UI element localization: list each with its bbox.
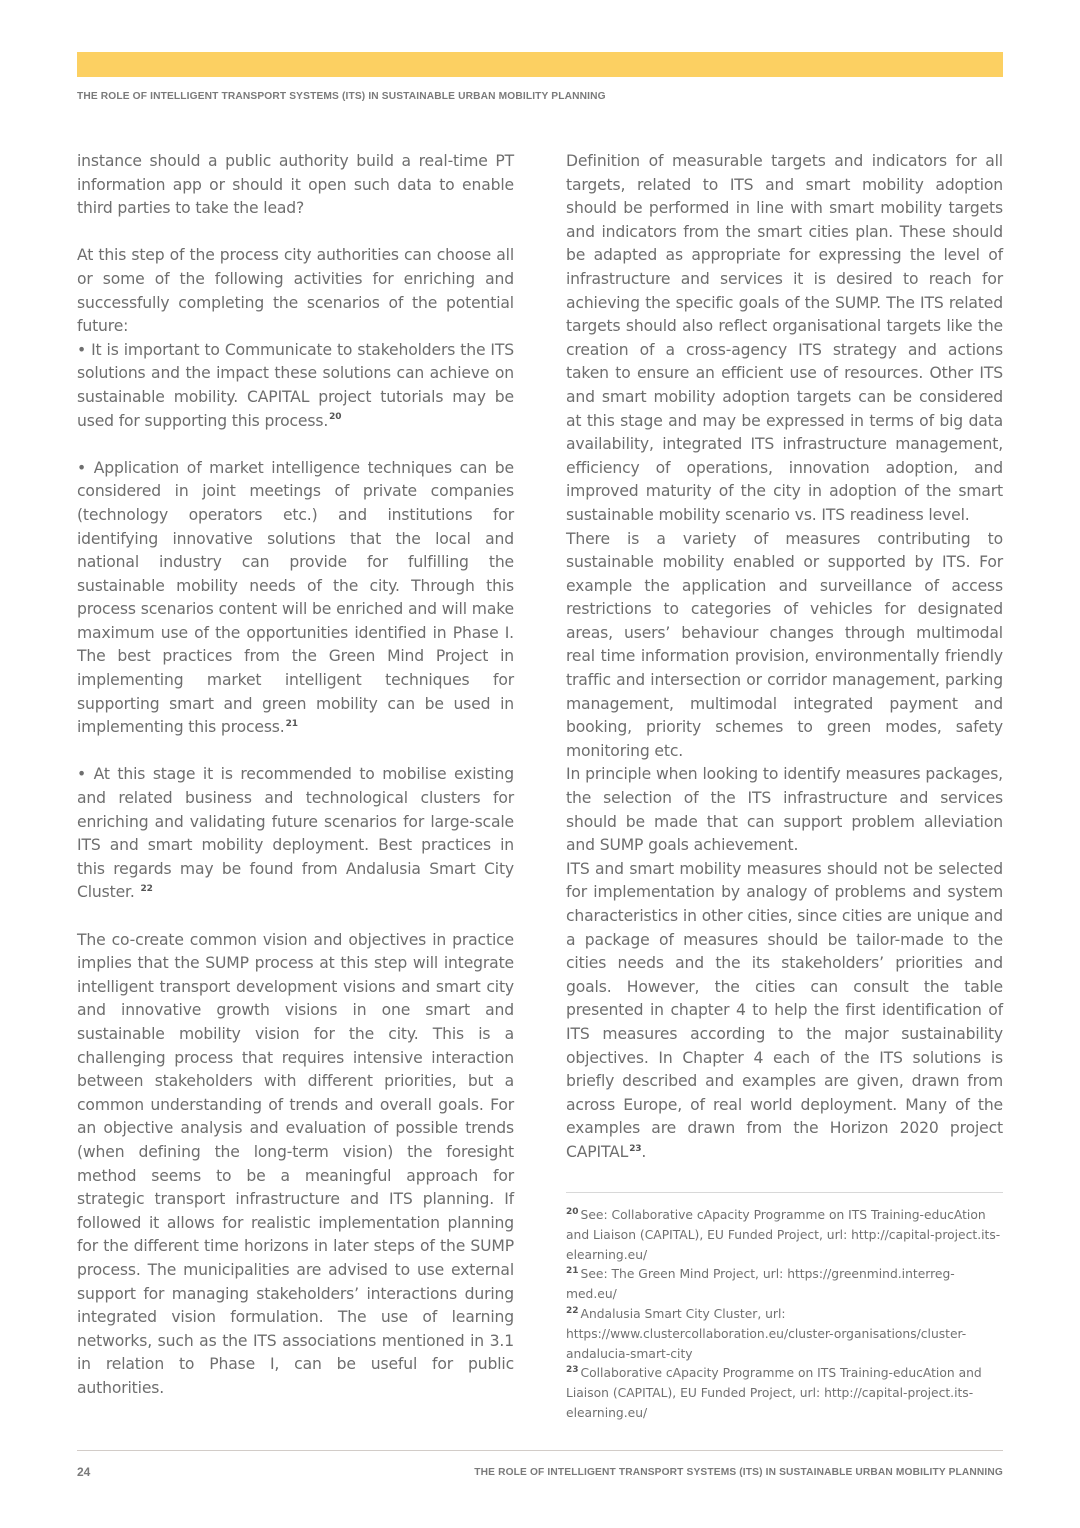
footnote-divider <box>566 1192 1003 1193</box>
right-column <box>566 150 1003 1165</box>
left-column <box>77 150 514 1400</box>
paragraph: instance should a public authority build a real-time PT information app or should it open such data to enable third parties to take the lead? <box>77 152 514 218</box>
paragraph: There is a variety of measures contributing to sustainable mobility enabled or supported by ITS. For example the application and surveillance of access restrictions to categories of vehicles for designated areas, users’ behaviour changes through multimodal real time information provision, environmentally friendly traffic and intersection or corridor management, parking management, multimodal integrated payment and booking, priority schemes to green modes, safety monitoring etc. <box>566 529 1003 760</box>
paragraph: The co-create common vision and objectives in practice implies that the SUMP process at this step will integrate intelligent transport development visions and smart city and innovative growth visions in one smart and sustainable mobility vision for the city. This is a challenging process that requires intensive interaction between stakeholders with different priorities, but a common understanding of trends and overall goals. For an objective analysis and evaluation of possible trends (when defining the long-term vision) the foresight method seems to be a meaningful approach for strategic transport infrastructure and ITS planning. If followed it allows for realistic implementation planning for the different time horizons in later steps of the SUMP process. The municipalities are advised to use external support for managing stakeholders’ interactions during integrated vision formulation. The use of learning networks, such as the ITS associations mentioned in 3.1 in relation to Phase I, can be useful for public authorities. <box>77 930 514 1397</box>
paragraph: Definition of measurable targets and indicators for all targets, related to ITS and smart mobility adoption should be performed in line with smart mobility targets and indicators from the smart cities plan. These should be adapted as appropriate for expressing the level of infrastructure and services it is desired to reach for achieving the specific goals of the SUMP. The ITS related targets should also reflect organisational targets like the creation of a cross-agency ITS strategy and actions taken to ensure an efficient use of resources. Other ITS and smart mobility adoption targets can be considered at this stage and may be expressed in terms of big data availability, integrated ITS infrastructure management, efficiency of operations, innovation adoption, and improved maturity of the city in adoption of the smart sustainable mobility scenario vs. ITS readiness level. <box>566 152 1003 524</box>
footnote-22: $^{22}$ Andalusia Smart City Cluster, url: https://www.clustercollaboration.eu/cluster-organisations/cluster-andalucia-smart-city <box>566 1305 967 1361</box>
paragraph: At this step of the process city authorities can choose all or some of the following activities for enriching and successfully completing the scenarios of the potential future: <box>77 246 514 336</box>
footnote-21: $^{21}$ See: The Green Mind Project, url: https://greenmind.interreg-med.eu/ <box>566 1266 955 1302</box>
footnote-23: $^{23}$ Collaborative cApacity Programme on ITS Training-educAtion and Liaison (CAPITAL), EU Funded Project, url: http://capital-project.its-elearning.eu/ <box>566 1365 982 1420</box>
footnote-ref-21[interactable]: 21 <box>285 719 298 730</box>
paragraph: ITS and smart mobility measures should not be selected for implementation by analogy of problems and system characteristics in other cities, since cities are unique and a package of measures should be tailor-made to the cities needs and the its stakeholders’ priorities and goals. However, the cities can consult the table presented in chapter 4 to help the first identification of ITS measures according to the major sustainability objectives. In Chapter 4 each of the ITS solutions is briefly described and examples are given, drawn from across Europe, of real world deployment. Many of the examples are drawn from the Horizon 2020 project CAPITAL$^{23}$. <box>566 859 1003 1161</box>
footer-divider <box>77 1450 1003 1451</box>
running-header-title: THE ROLE OF INTELLIGENT TRANSPORT SYSTEMS (ITS) IN SUSTAINABLE URBAN MOBILITY PLANNING <box>77 91 606 102</box>
bullet-item: • Application of market intelligence techniques can be considered in joint meetings of private companies (technology operators etc.) and institutions for identifying innovative solutions that the local and national industry can provide for fulfilling the sustainable mobility needs of the city. Through this process scenarios content will be enriched and will make maximum use of the opportunities identified in Phase I. The best practices from the Green Mind Project in implementing market intelligent techniques for supporting smart and green mobility can be used in implementing this process.$^{21}$ <box>77 458 514 737</box>
running-footer-title: THE ROLE OF INTELLIGENT TRANSPORT SYSTEMS (ITS) IN SUSTAINABLE URBAN MOBILITY PLANNING <box>474 1467 1003 1478</box>
footnote-20: $^{20}$ See: Collaborative cApacity Programme on ITS Training-educAtion and Liaison (CAPITAL), EU Funded Project, url: http://capital-project.its-elearning.eu/ <box>566 1206 1001 1262</box>
page-number: 24 <box>77 1465 91 1479</box>
footnote-ref-20[interactable]: 20 <box>329 412 342 423</box>
footnotes <box>566 1206 1003 1424</box>
footnote-ref-22[interactable]: 22 <box>140 884 153 895</box>
header-accent-bar <box>77 52 1003 77</box>
bullet-item: • It is important to Communicate to stakeholders the ITS solutions and the impact these solutions can achieve on sustainable mobility. CAPITAL project tutorials may be used for supporting this process.$^{20}$ <box>77 340 514 430</box>
bullet-item: • At this stage it is recommended to mobilise existing and related business and technological clusters for enriching and validating future scenarios for large-scale ITS and smart mobility deployment. Best practices in this regards may be found from Andalusia Smart City Cluster. $^{22}$ <box>77 765 514 902</box>
footnote-ref-23[interactable]: 23 <box>629 1143 642 1154</box>
paragraph: In principle when looking to identify measures packages, the selection of the ITS infrastructure and services should be made that can support problem alleviation and SUMP goals achievement. <box>566 765 1003 855</box>
